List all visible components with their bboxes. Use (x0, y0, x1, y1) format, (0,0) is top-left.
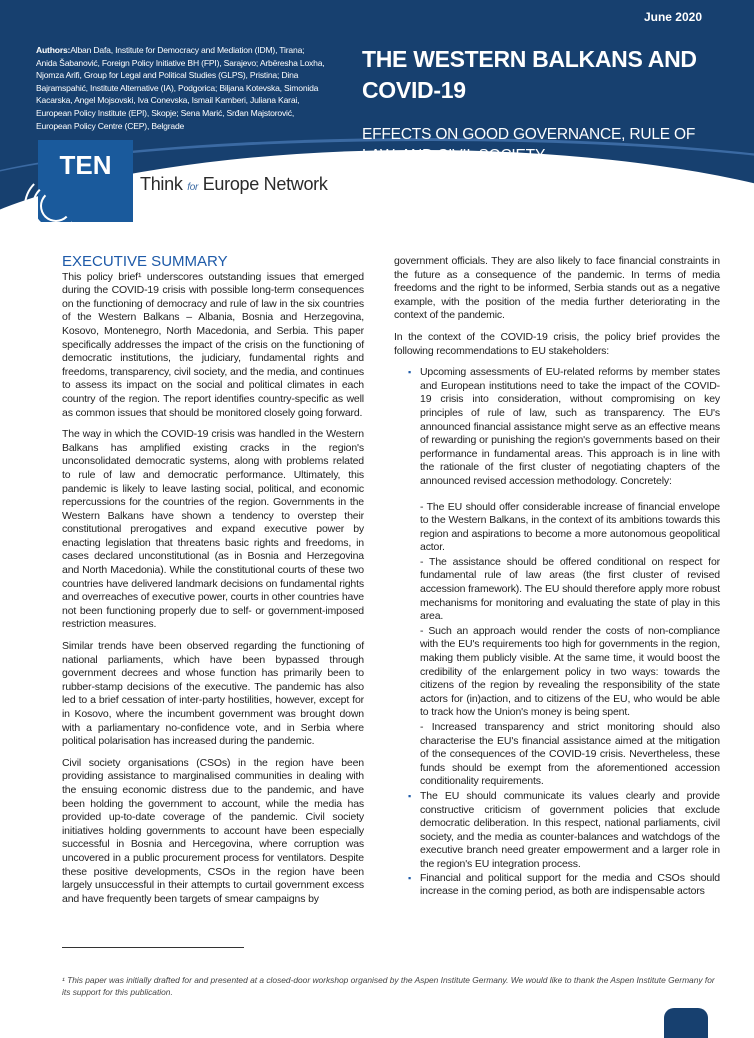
paragraph: In the context of the COVID-19 crisis, the policy brief provides the following recommendations to EU stakeholders: (394, 330, 720, 357)
bullet-text: Financial and political support for the media and CSOs should increase in the coming period, as both are indispensable actors (420, 871, 720, 898)
footnote: ¹ This paper was initially drafted for and presented at a closed-door workshop organised by the Aspen Institute Germany. We would like to thank the Aspen Institute Germany for its support for this publication. (62, 975, 715, 997)
bullet-item (408, 871, 720, 899)
bullet-text: The EU should communicate its values clearly and provide constructive criticism of government policies that exclude democratic deliberation. In this respect, national parliaments, civil society, and the media as counter-balances and watchdogs of the executive branch need greater empowerment and a larger role in the region's EU integration process. (420, 789, 720, 870)
page-badge (664, 1008, 708, 1038)
authors-label: Authors: (36, 45, 71, 55)
paragraph: The way in which the COVID-19 crisis was handled in the Western Balkans has amplified existing cracks in the region's unconsolidated democratic systems, along with problems related to rule of law and democratic performance. Ultimately, this pandemic is likely to leave lasting social, political, and economic repercussions for the countries of the region. Governments in the Western Balkans have shown a tendency to overstep their constitutional prerogatives and expand executive power by enacting legislation that threatens basic rights and freedoms, in cases declared unconstitutional (as in Bosnia and Herzegovina and North Macedonia). While the constitutional courts of these two countries have delivered landmark decisions on fundamental rights and overreaches of executive power, courts in other countries have not been functioning properly due to self- or government-imposed restriction measures. (62, 428, 364, 631)
brand-europe: Europe Network (202, 174, 328, 194)
bullet-icon: ▪ (408, 367, 412, 378)
sub-item: - The EU should offer considerable increase of financial envelope to the Western Balkans, in the context of its ambitions towards this region and aspirations to become a more autonomous geopolitical actor. (420, 500, 720, 554)
sub-item: - The assistance should be offered conditional on respect for fundamental rule of law areas (the first cluster of revised accession framework). The EU should therefore apply more robust mechanisms for monitoring and evaluating the state of play in this area. (420, 555, 720, 623)
paragraph: Civil society organisations (CSOs) in the region have been providing assistance to marginalised communities in dealing with the ensuing economic distress due to the pandemic, and have been holding the government to account, while the media has provided up-to-date coverage of the pandemic. Civil society initiatives holding governments to account have been especially successful in Bosnia and Hercegovina, where corruption was uncovered in a public procurement process for ventilators. Despite these positive developments, CSOs in the region have been largely unsuccessful in their attempts to curtail government excess and have frequently been targets of smear campaigns by (62, 756, 364, 905)
authors-list: Alban Dafa, Institute for Democracy and Mediation (IDM), Tirana; Anida Šabanović, Foreign Policy Initiative BH (FPI), Sarajevo; Arbëresha Loxha, Njomza Arifi, Group for Legal and Political Studies (GLPS), Pristina; Dina Bajramspahić, Institute Alternative (IA), Podgorica; Biljana Kotevska, Simonida Kacarska, Angel Mojsovski, Iva Conevska, Ismail Kamberi, Juliana Karai, European Policy Institute (EPI), Skopje; Sena Marić, Srđan Majstorović, European Policy Centre (CEP), Belgrade (36, 45, 325, 131)
bullet-icon: ▪ (408, 872, 412, 883)
logo-wave-icon (40, 190, 72, 222)
ten-logo (38, 140, 133, 222)
sub-item: - Increased transparency and strict monitoring should also characterise the EU's financial assistance aimed at the mitigation of the consequences of the COVID-19 crisis. Nevertheless, these funds should be exempt from the aforementioned accession conditionality requirements. (420, 721, 720, 788)
authors-block (36, 44, 326, 132)
footnote-rule (62, 947, 244, 948)
bullet-item (408, 366, 720, 488)
paragraph: This policy brief¹ underscores outstanding issues that emerged during the COVID-19 crisis with possible long-term consequences on the functioning of democracy and rule of law in the six countries of the Western Balkans – Albania, Bosnia and Herzegovina, Kosovo, Montenegro, North Macedonia, and Serbia. This paper specifically addresses the impact of the crisis on the functioning of democratic institutions, the judiciary, fundamental rights and freedoms, transparency, civil society, and the media, and continues to assess its impact on the social and political climates in each country of the region. The report identifies country-specific as well as common issues that should be monitored closely going forward. (62, 270, 364, 419)
paragraph: government officials. They are also likely to face financial constraints in the future as a consequence of the pandemic. In terms of media freedoms and the right to be informed, Serbia stands out as a negative example, with the position of the media further deteriorating in the context of the pandemic. (394, 255, 720, 322)
sub-item: - Such an approach would render the costs of non-compliance with the EU's requirements too high for governments in the region, making them publicly visible. At the same time, it would boost the credibility of the enlargement policy in two ways: towards the citizens of the region by revealing the responsibility of the state actors for (in)action, and to citizens of the EU, who would be able to track how the Union's money is being spent. (420, 624, 720, 719)
sub-list (420, 501, 720, 789)
brand-for: for (187, 182, 199, 193)
publication-date: June 2020 (643, 10, 702, 24)
bullet-item (408, 789, 720, 872)
brand-think: Think (140, 174, 183, 194)
left-column (62, 255, 364, 914)
network-name (140, 174, 328, 195)
right-column (394, 255, 720, 899)
paragraph: Similar trends have been observed regarding the functioning of national parliaments, which have been bypassed through government decrees and whose function has primarily been to rubber-stamp decisions of the executive. The pandemic has also led to a brief cessation of inter-party hostilities, however, except for in Kosovo, where the incumbent government was brought down with a parliamentary no-confidence vote, and in Serbia where political polarisation has increased during the pandemic. (62, 640, 364, 748)
bullet-icon: ▪ (408, 790, 412, 801)
section-heading: EXECUTIVE SUMMARY (62, 253, 228, 270)
document-title: THE WESTERN BALKANS AND COVID-19 (362, 46, 697, 103)
bullet-text: Upcoming assessments of EU-related reforms by member states and European institutions need to take the impact of the COVID-19 crisis into consideration, without compromising on key principles of rule of law, such as transparency. The EU's announced financial assistance might serve as an effective means of rewarding or punishing the region's governments based on their performance in fundamental areas. This approach is in line with the rationale of the first cluster of negotiating chapters of the announced revised accession methodology. Concretely: (420, 366, 720, 487)
document-subtitle: EFFECTS ON GOOD GOVERNANCE, RULE OF LAW, AND CIVIL SOCIETY (362, 126, 696, 164)
logo-text: TEN (59, 150, 112, 180)
